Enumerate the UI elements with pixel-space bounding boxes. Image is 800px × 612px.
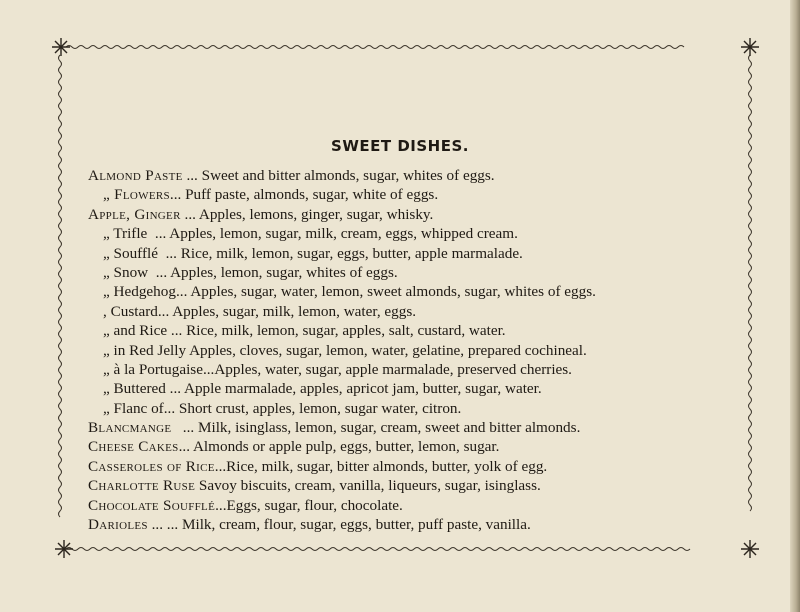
list-item bbox=[88, 496, 768, 515]
ingredients: Apples, sugar, milk, lemon, water, eggs. bbox=[172, 302, 417, 320]
left-wavy-rule bbox=[59, 55, 62, 517]
list-item bbox=[88, 224, 768, 243]
list-item bbox=[88, 360, 768, 379]
dish-name: „ and Rice bbox=[103, 322, 168, 340]
ingredients: Almonds or apple pulp, eggs, butter, lemon, sugar. bbox=[192, 438, 500, 456]
recipe-list bbox=[88, 166, 768, 534]
ingredients: Sweet and bitter almonds, sugar, whites of eggs. bbox=[201, 167, 495, 184]
leader-dots: ... bbox=[215, 496, 227, 514]
dish-name: Casseroles of Rice bbox=[88, 457, 215, 475]
ingredients: Apples, lemons, ginger, sugar, whisky. bbox=[198, 205, 434, 223]
ingredients: Rice, milk, lemon, sugar, apples, salt, custard, water. bbox=[186, 322, 506, 340]
leader-dots: ... bbox=[202, 360, 215, 378]
ingredients: Apples, lemon, sugar, whites of eggs. bbox=[170, 263, 398, 281]
ingredients: Eggs, sugar, flour, chocolate. bbox=[226, 496, 403, 514]
leader-dots: ... bbox=[182, 167, 202, 184]
list-item bbox=[88, 515, 768, 534]
corner-ornament-bottom-right bbox=[741, 540, 759, 558]
leader-dots: ... bbox=[157, 244, 181, 262]
dish-name: „ in Red Jelly bbox=[103, 341, 187, 359]
bottom-wavy-rule bbox=[66, 548, 690, 551]
ingredients: Savoy biscuits, cream, vanilla, liqueurs, sugar, isinglass. bbox=[198, 477, 541, 495]
list-item bbox=[88, 379, 768, 398]
ingredients: Apple marmalade, apples, apricot jam, butter, sugar, water. bbox=[184, 380, 542, 398]
leader-dots: ... bbox=[165, 380, 184, 398]
dish-name: „ Flanc of bbox=[103, 399, 164, 417]
dish-name: Cheese Cakes bbox=[88, 438, 179, 456]
dish-name: Apple, Ginger bbox=[88, 205, 181, 223]
leader-dots: ... bbox=[147, 225, 170, 243]
leader-dots: ... bbox=[180, 205, 199, 223]
dish-name: , Custard bbox=[103, 302, 158, 320]
leader-dots: ... bbox=[169, 186, 186, 204]
leader-dots: ... bbox=[163, 399, 179, 417]
dish-name: Almond Paste bbox=[88, 167, 183, 184]
ingredients: Apples, sugar, water, lemon, sweet almonds, sugar, whites of eggs. bbox=[190, 283, 596, 301]
list-item bbox=[88, 341, 768, 360]
dish-name: „ Soufflé bbox=[103, 244, 158, 262]
corner-ornament-bottom-left bbox=[55, 540, 73, 558]
dish-name: Darioles bbox=[88, 516, 148, 534]
ingredients: Apples, cloves, sugar, lemon, water, gelatine, prepared cochineal. bbox=[189, 341, 587, 359]
corner-ornament-top-left bbox=[52, 38, 70, 56]
list-item bbox=[88, 418, 768, 437]
ingredients: Rice, milk, lemon, sugar, eggs, butter, apple marmalade. bbox=[180, 244, 523, 262]
ingredients: Milk, cream, flour, sugar, eggs, butter, puff paste, vanilla. bbox=[181, 516, 531, 534]
list-item bbox=[88, 321, 768, 340]
ingredients: Puff paste, almonds, sugar, white of eggs. bbox=[185, 186, 439, 204]
list-item bbox=[88, 399, 768, 418]
list-item bbox=[88, 457, 768, 476]
corner-ornament-top-right bbox=[741, 38, 759, 56]
list-item bbox=[88, 302, 768, 321]
leader-dots: ... bbox=[157, 302, 173, 320]
top-wavy-rule bbox=[66, 46, 684, 49]
list-item bbox=[88, 185, 768, 204]
dish-name: „ Buttered bbox=[103, 380, 166, 398]
dish-name: „ Snow bbox=[103, 263, 149, 281]
dish-name: Charlotte Ruse bbox=[88, 477, 196, 495]
dish-name: „ Trifle bbox=[103, 225, 148, 243]
leader-dots: ... ... bbox=[147, 516, 182, 534]
leader-dots: ... bbox=[171, 419, 198, 437]
ingredients: Rice, milk, sugar, bitter almonds, butter, yolk of egg. bbox=[226, 457, 548, 475]
dish-name: Chocolate Soufflé bbox=[88, 496, 216, 514]
leader-dots: ... bbox=[178, 438, 193, 456]
leader-dots: ... bbox=[167, 322, 187, 340]
ingredients: Apples, lemon, sugar, milk, cream, eggs, whipped cream. bbox=[169, 225, 518, 243]
dish-name: „ Hedgehog bbox=[103, 283, 176, 301]
leader-dots: ... bbox=[175, 283, 191, 301]
list-item bbox=[88, 476, 768, 495]
ingredients: Short crust, apples, lemon, sugar water, citron. bbox=[178, 399, 462, 417]
list-item bbox=[88, 282, 768, 301]
ingredients: Milk, isinglass, lemon, sugar, cream, sweet and bitter almonds. bbox=[197, 419, 581, 437]
list-item bbox=[88, 166, 768, 185]
ingredients: Apples, water, sugar, apple marmalade, preserved cherries. bbox=[214, 360, 572, 378]
leader-dots: ... bbox=[214, 457, 227, 475]
leader-dots: ... bbox=[148, 263, 171, 281]
dish-name: „ Flowers bbox=[103, 186, 170, 204]
dish-name: „ à la Portugaise bbox=[103, 360, 203, 378]
list-item bbox=[88, 205, 768, 224]
list-item bbox=[88, 263, 768, 282]
dish-name: Blancmange bbox=[88, 419, 172, 437]
page-edge-shadow bbox=[790, 0, 800, 612]
list-item bbox=[88, 437, 768, 456]
page-title: SWEET DISHES. bbox=[331, 137, 469, 155]
list-item bbox=[88, 244, 768, 263]
